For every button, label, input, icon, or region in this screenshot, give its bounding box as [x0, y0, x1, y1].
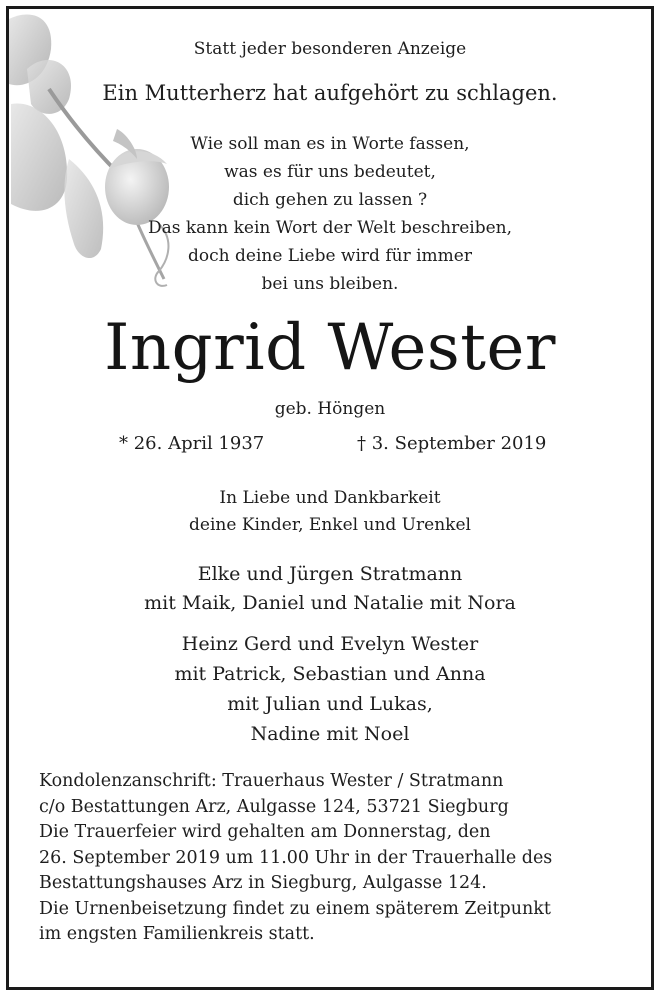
headline: Ein Mutterherz hat aufgehört zu schlagen.: [102, 81, 558, 105]
birth-date: * 26. April 1937: [119, 433, 265, 454]
details-line: c/o Bestattungen Arz, Aulgasse 124, 53721 Siegburg: [39, 796, 509, 817]
deceased-name: Ingrid Wester: [104, 311, 556, 385]
details-line: Bestattungshauses Arz in Siegburg, Aulgasse 124.: [39, 873, 487, 893]
details-line: Die Urnenbeisetzung findet zu einem späterem Zeitpunkt: [39, 898, 551, 919]
poem-line: bei uns bleiben.: [261, 274, 399, 294]
dedication-line: In Liebe und Dankbarkeit: [219, 488, 441, 508]
family-line: Heinz Gerd und Evelyn Wester: [181, 633, 479, 655]
details-line: 26. September 2019 um 11.00 Uhr in der Trauerhalle des: [39, 847, 553, 868]
intro-line: Statt jeder besonderen Anzeige: [193, 39, 467, 59]
poem-line: doch deine Liebe wird für immer: [188, 246, 472, 266]
family-line: Elke und Jürgen Stratmann: [197, 563, 463, 585]
poem-line: Wie soll man es in Worte fassen,: [190, 134, 470, 154]
details-line: Kondolenzanschrift: Trauerhaus Wester / Stratmann: [39, 771, 504, 791]
details-line: Die Trauerfeier wird gehalten am Donnerstag, den: [39, 822, 491, 842]
family-line: mit Maik, Daniel und Natalie mit Nora: [144, 592, 516, 614]
poem-line: Das kann kein Wort der Welt beschreiben,: [147, 218, 513, 238]
poem-line: dich gehen zu lassen ?: [232, 190, 428, 210]
family-line: Nadine mit Noel: [250, 723, 410, 745]
family-line: mit Julian und Lukas,: [227, 693, 433, 715]
death-date: † 3. September 2019: [357, 433, 547, 454]
obituary-notice: [6, 6, 654, 990]
poem-line: was es für uns bedeutet,: [224, 162, 436, 182]
funeral-details: [39, 769, 639, 948]
dedication-line: deine Kinder, Enkel und Urenkel: [189, 515, 471, 535]
birth-name: geb. Höngen: [274, 399, 386, 419]
details-line: im engsten Familienkreis statt.: [39, 924, 315, 944]
family-line: mit Patrick, Sebastian und Anna: [174, 663, 486, 685]
